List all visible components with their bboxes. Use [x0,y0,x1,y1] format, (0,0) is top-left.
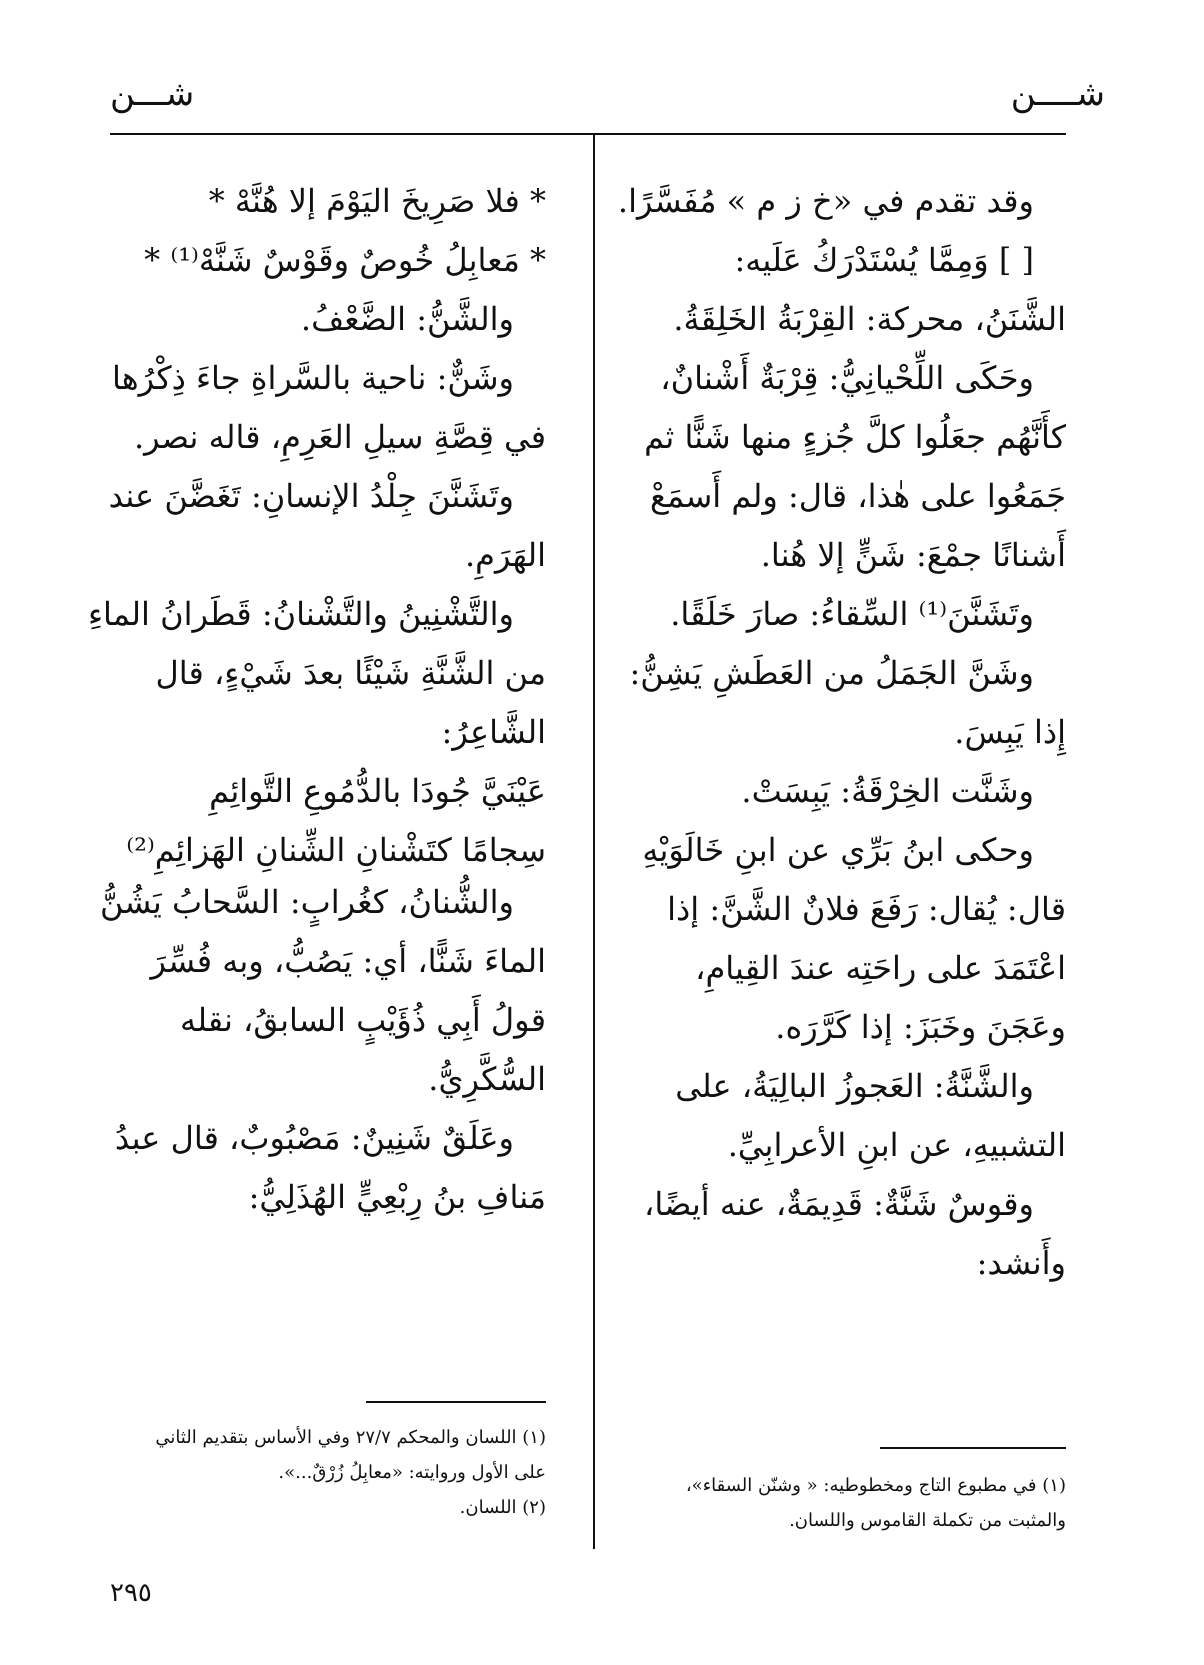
text-line: كأَنَّهُم جعَلُوا كلَّ جُزءٍ منها شَنًّا ثم [644,418,1066,456]
text-line: والشَّنَّةُ: العَجوزُ البالِيَةُ، على [675,1067,1034,1105]
footnotes-left [110,1420,546,1525]
text-line: مَنافِ بنُ رِبْعِيٍّ الهُذَلِيُّ: [248,1178,546,1216]
text-line: وأَنشد: [976,1244,1066,1282]
text-line: وشَنٌّ: ناحية بالسَّراةِ جاءَ ذِكْرُها [112,359,514,397]
verse-line: * مَعابِلُ خُوصٌ وقَوْسٌ شَنَّهْ⁽¹⁾ * [144,241,546,279]
text-line: وقد تقدم في «خ ز م » مُفَسَّرًا. [617,182,1034,220]
text-line: جَمَعُوا على هٰذا، قال: ولم أَسمَعْ [649,477,1066,515]
text-line: في قِصَّةِ سيلِ العَرِمِ، قاله نصر. [133,418,546,456]
text-line: [ ] وَمِمَّا يُسْتَدْرَكُ عَلَيه: [734,241,1034,279]
text-line: وحكى ابنُ بَرِّي عن ابنِ خَالَوَيْهِ [642,831,1034,869]
text-line: وشَنَّت الخِرْقَةُ: يَبِسَتْ. [741,772,1034,810]
text-line: الشَّاعِرُ: [441,713,546,751]
text-line: وقوسٌ شَنَّةٌ: قَدِيمَةٌ، عنه أيضًا، [644,1185,1034,1223]
text-line: قال: يُقال: رَفَعَ فلانٌ الشَّنَّ: إذا [667,890,1066,928]
text-line: والشَّنُّ: الضَّعْفُ. [300,300,514,338]
text-line: إِذا يَبِسَ. [954,713,1066,751]
footnote-line: (١) اللسان والمحكم ٢٧/٧ وفي الأساس بتقديم الثاني [155,1427,546,1448]
column-divider [593,134,595,1549]
text-line: التشبيهِ، عن ابنِ الأعرابِيِّ. [727,1126,1066,1164]
header-guide-word-right: شــــن [1010,74,1105,114]
page-number: ٢٩٥ [110,1578,152,1608]
text-line: والتَّشْنِينُ والتَّشْنانُ: قَطَرانُ الماءِ [88,595,514,633]
verse-line: * فلا صَرِيخَ اليَوْمَ إلا هُنَّهْ * [208,182,546,220]
footnote-rule-left [366,1401,546,1403]
text-line: أَشنانًا جمْعَ: شَنٍّ إلا هُنا. [760,536,1066,574]
footnote-line: (١) في مطبوع التاج ومخطوطيه: « وشنّن السقاء»، [685,1475,1066,1496]
right-column [617,172,1066,1293]
text-line: قولُ أَبِي ذُؤَيْبٍ السابقُ، نقله [180,1001,546,1039]
text-line: وتَشَنَّنَ جِلْدُ الإنسانِ: تَغَضَّنَ عند [108,477,514,515]
text-line: والشُّنانُ، كغُرابٍ: السَّحابُ يَشُنُّ [99,883,514,921]
text-line: السُّكَّرِيُّ. [428,1060,546,1098]
text-line: من الشَّنَّةِ شَيْئًا بعدَ شَيْءٍ، قال [155,654,546,692]
text-line: الشَّنَنُ، محركة: القِرْبَةُ الخَلِقَةُ. [673,300,1066,338]
text-line: وحَكَى اللِّحْيانِيُّ: قِرْبَةٌ أَشْنانٌ، [660,359,1034,397]
verse-line: عَيْنَيَّ جُودَا بالدُّمُوعِ التَّوائِمِ [209,772,546,810]
verse-line: سِجامًا كتَشْنانِ الشِّنانِ الهَزائِمِ⁽²⁾ [126,831,546,869]
text-line: وعَجَنَ وخَبَزَ: إذا كَرَّرَه. [775,1008,1066,1046]
footnote-line: (٢) اللسان. [459,1497,546,1518]
text-line: الهَرَمِ. [464,536,546,574]
footnote-line: والمثبت من تكملة القاموس واللسان. [789,1510,1066,1531]
text-line: الماءَ شَنًّا، أي: يَصُبُّ، وبه فُسِّرَ [150,942,546,980]
header-rule [110,133,1066,135]
header-guide-word-left: شـــن [110,74,195,114]
footnotes-right [633,1468,1066,1538]
footnote-rule-right [880,1447,1066,1449]
text-line: وعَلَقٌ شَنِينٌ: مَصْبُوبٌ، قال عبدُ [114,1119,514,1157]
text-line: وتَشَنَّنَ⁽¹⁾ السِّقاءُ: صارَ خَلَقًا. [670,595,1034,633]
footnote-line: على الأول وروايته: «معابِلُ زُرْقٌ...». [278,1462,546,1483]
left-column [88,172,546,1227]
text-line: اعْتَمَدَ على راحَتِه عندَ القِيامِ، [695,949,1066,987]
text-line: وشَنَّ الجَمَلُ من العَطَشِ يَشِنُّ: [629,654,1034,692]
